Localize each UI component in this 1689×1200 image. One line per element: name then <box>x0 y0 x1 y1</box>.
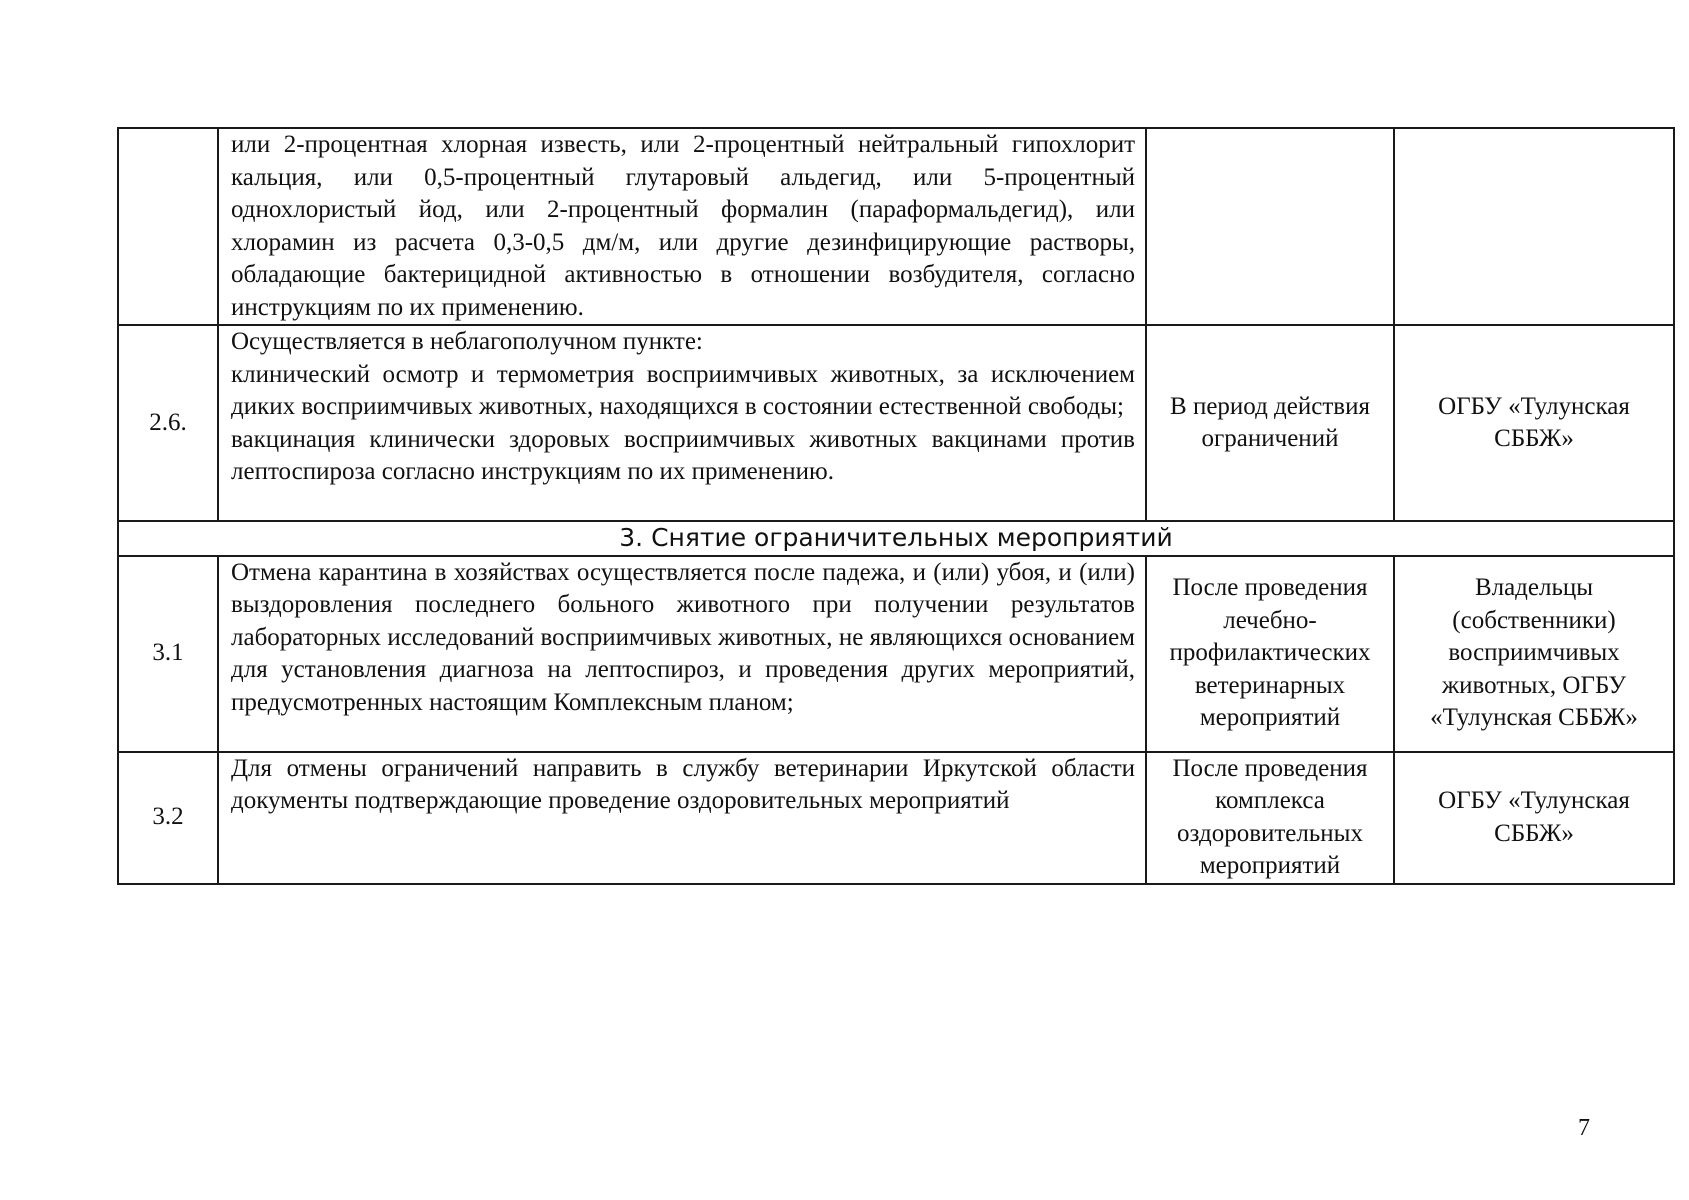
row-number-cell: 2.6. <box>118 325 218 521</box>
section-title: 3. Снятие ограничительных мероприятий <box>118 521 1674 556</box>
row-description-cell <box>218 325 1146 521</box>
description-text: Отмена карантина в хозяйствах осуществляется после падежа, и (или) убоя, и (или) выздоровления последнего больного животного при получении результатов лабораторных исследований восприимчивых животных, не являющихся основанием для установления диагноза на лептоспироз, и проведения других мероприятий, предусмотренных настоящим Комплексным планом; <box>231 558 1135 716</box>
row-timing-cell: После проведения комплекса оздоровительных мероприятий <box>1146 752 1394 884</box>
row-timing-cell: В период действия ограничений <box>1146 325 1394 521</box>
description-text: Для отмены ограничений направить в службу ветеринарии Иркутской области документы подтверждающие проведение оздоровительных мероприятий <box>231 754 1135 814</box>
table-row <box>118 556 1674 752</box>
row-responsible-cell <box>1394 128 1674 325</box>
page-number: 7 <box>1578 1115 1590 1141</box>
row-responsible-cell: ОГБУ «Тулунская СББЖ» <box>1394 752 1674 884</box>
table-row <box>118 752 1674 884</box>
row-timing-cell: После проведения лечебно-профилактических ветеринарных мероприятий <box>1146 556 1394 752</box>
description-line: Осуществляется в неблагополучном пункте: <box>231 328 703 355</box>
section-header-row <box>118 521 1674 556</box>
row-number-cell: 3.2 <box>118 752 218 884</box>
row-number-cell <box>118 128 218 325</box>
description-text: или 2-процентная хлорная известь, или 2-процентный нейтральный гипохлорит кальция, или 0,5-процентный глутаровый альдегид, или 5-процентный однохлористый йод, или 2-процентный формалин (параформальдегид), или хлорамин из расчета 0,3-0,5 дм/м, или другие дезинфицирующие растворы, обладающие бактерицидной активностью в отношении возбудителя, согласно инструкциям по их применению. <box>231 131 1135 321</box>
row-description-cell <box>218 556 1146 752</box>
measures-table <box>117 127 1675 885</box>
table-row <box>118 128 1674 325</box>
description-line: вакцинация клинически здоровых восприимчивых животных вакцинами против лептоспироза согласно инструкциям по их применению. <box>231 425 1135 485</box>
row-number-cell: 3.1 <box>118 556 218 752</box>
description-line: клинический осмотр и термометрия восприимчивых животных, за исключением диких восприимчивых животных, находящихся в состоянии естественной свободы; <box>231 360 1135 420</box>
row-timing-cell <box>1146 128 1394 325</box>
table-row <box>118 325 1674 521</box>
row-description-cell <box>218 128 1146 325</box>
row-responsible-cell: Владельцы (собственники) восприимчивых животных, ОГБУ «Тулунская СББЖ» <box>1394 556 1674 752</box>
row-responsible-cell: ОГБУ «Тулунская СББЖ» <box>1394 325 1674 521</box>
row-description-cell <box>218 752 1146 884</box>
